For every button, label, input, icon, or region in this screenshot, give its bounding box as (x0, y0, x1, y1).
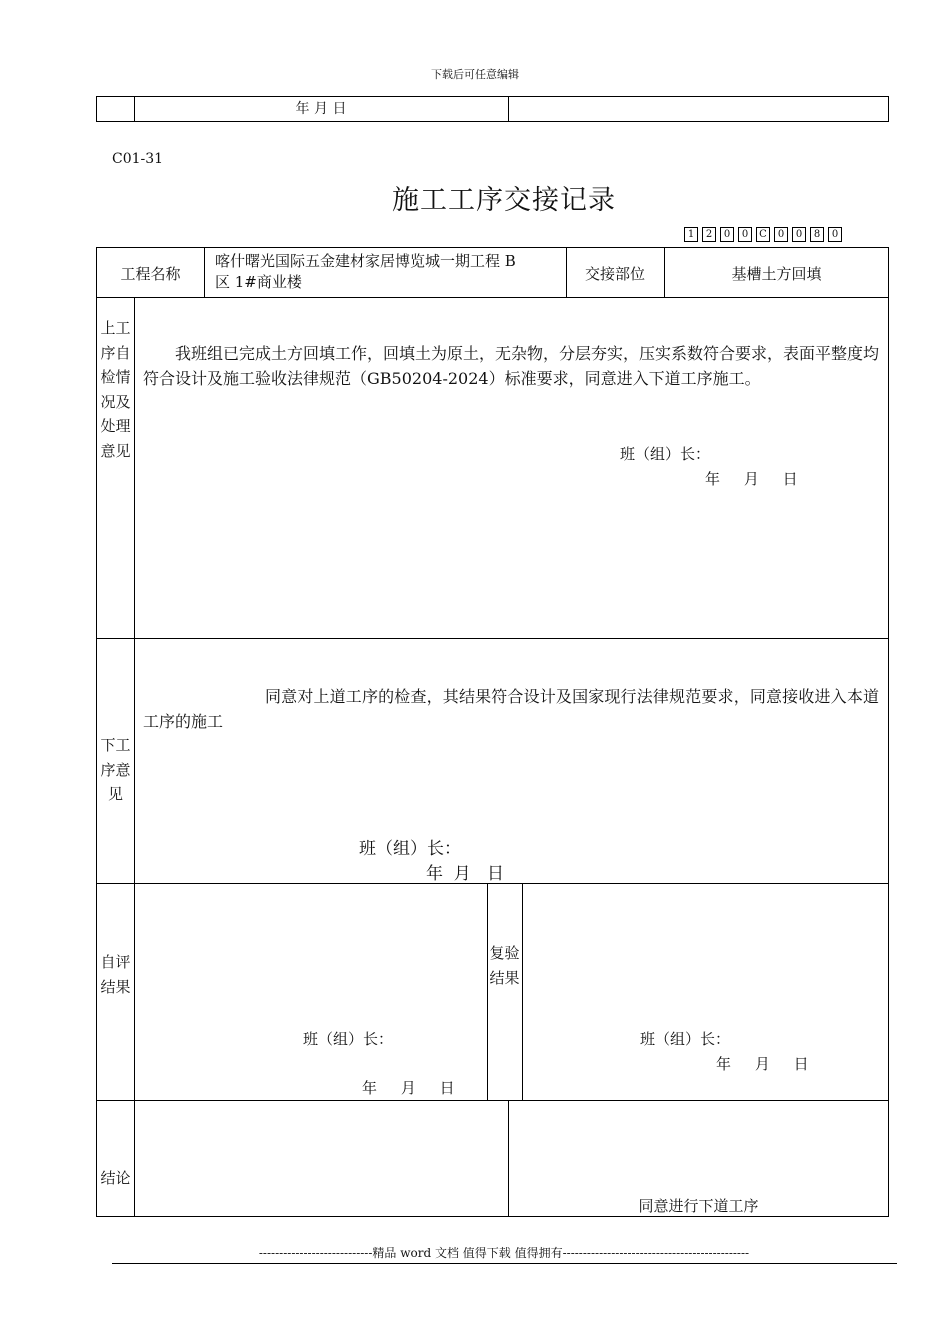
footer-note: ----------------------------精品 word 文档 值得下载 值得拥有---------------------------------------------- (258, 1246, 750, 1260)
self-eval-leader-label: 班（组）长： (303, 1030, 394, 1048)
next-leader-label: 班（组）长： (359, 839, 461, 859)
doc-number-digit: 0 (792, 227, 806, 242)
recheck-date: 年 月 日 (716, 1055, 809, 1073)
handover-value: 基槽土方回填 (731, 265, 822, 283)
page-title: 施工工序交接记录 (392, 185, 616, 216)
col-divider (134, 297, 135, 1217)
next-process-text: 同意对上道工序的检查，其结果符合设计及国家现行法律规范要求，同意接收进入本道工序的施工 (143, 687, 879, 731)
next-process-label: 下工序意见 (100, 736, 131, 803)
record-table (96, 247, 889, 1217)
doc-number-digit: C (756, 227, 770, 242)
recheck-label: 复验结果 (489, 944, 520, 987)
top-strip-table (96, 96, 889, 122)
footer-rule (112, 1263, 897, 1264)
prev-process-text: 我班组已完成土方回填工作，回填土为原土，无杂物，分层夯实，压实系数符合要求，表面平整度均符合设计及施工验收法律规范（GB50204-2024）标准要求，同意进入下道工序施工。 (143, 344, 880, 388)
project-name-value (215, 251, 560, 293)
row-divider (97, 638, 889, 639)
doc-number-digit: 8 (810, 227, 824, 242)
doc-number-digit: 0 (774, 227, 788, 242)
col-divider (487, 883, 488, 1100)
doc-number-digit: 0 (738, 227, 752, 242)
self-eval-label: 自评结果 (100, 953, 131, 996)
header-note: 下载后可任意编辑 (431, 68, 519, 81)
prev-date: 年 月 日 (705, 470, 798, 488)
row-divider (97, 297, 889, 298)
top-strip-blank-cell (97, 97, 135, 121)
doc-number-digit: 2 (702, 227, 716, 242)
project-name-line: 喀什曙光国际五金建材家居博览城一期工程 B (215, 252, 516, 270)
self-eval-date: 年 月 日 (362, 1079, 455, 1097)
row-divider (97, 1100, 889, 1101)
recheck-leader-label: 班（组）长： (640, 1030, 731, 1048)
col-divider (522, 883, 523, 1100)
doc-number-digit: 1 (684, 227, 698, 242)
doc-number-digit: 0 (828, 227, 842, 242)
handover-label: 交接部位 (584, 265, 645, 283)
form-code: C01-31 (112, 151, 164, 167)
prev-process-label: 上工序自检情况及处理意见 (100, 319, 131, 460)
document-number (684, 227, 842, 242)
doc-number-digit: 0 (720, 227, 734, 242)
conclusion-text: 同意进行下道工序 (638, 1197, 759, 1215)
conclusion-label: 结论 (100, 1169, 131, 1187)
project-name-label: 工程名称 (120, 265, 181, 283)
project-name-line: 区 1#商业楼 (215, 273, 302, 291)
next-date: 年 月 日 (426, 864, 505, 884)
prev-leader-label: 班（组）长： (620, 445, 711, 463)
col-divider (204, 248, 205, 297)
top-strip-date: 年 月 日 (134, 97, 509, 121)
